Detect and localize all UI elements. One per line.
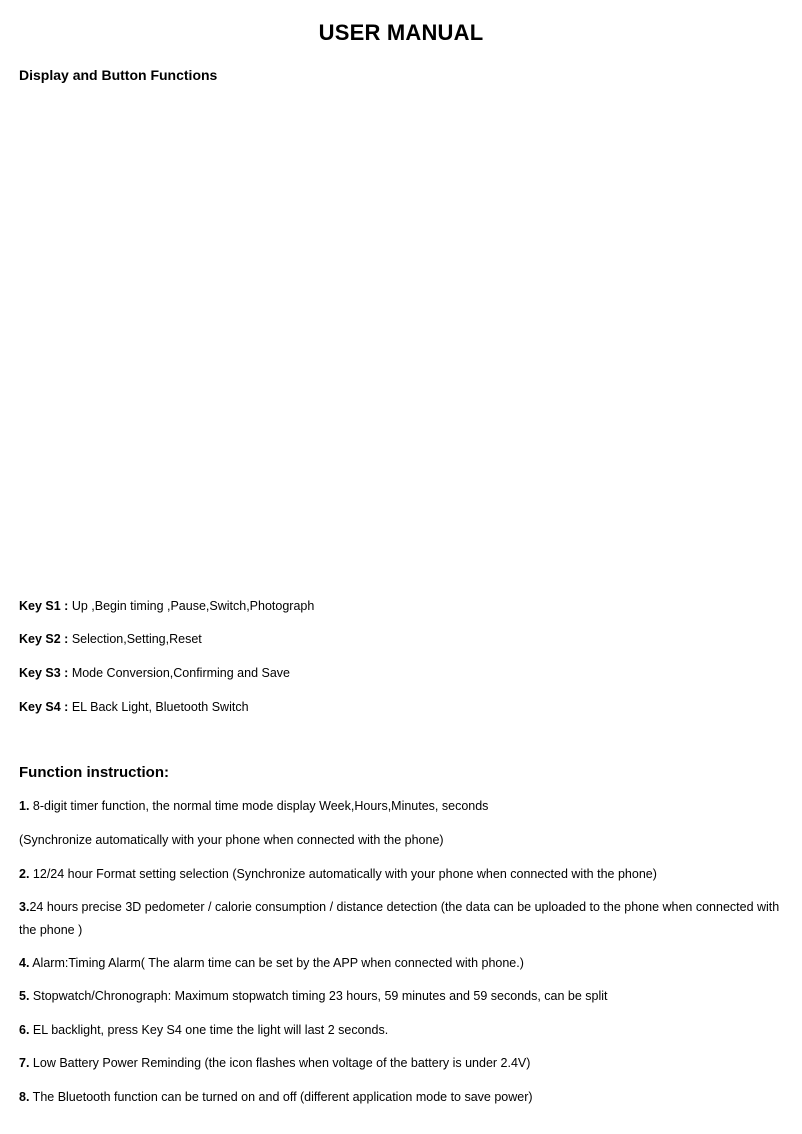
item-text: Stopwatch/Chronograph: Maximum stopwatch timing 23 hours, 59 minutes and 59 seconds, can be split [29, 989, 608, 1003]
key-description: EL Back Light, Bluetooth Switch [68, 700, 249, 714]
function-item-5 [19, 988, 608, 1004]
key-s3-line [19, 665, 290, 681]
item-text: (Synchronize automatically with your phone when connected with the phone) [19, 833, 444, 847]
function-item-4 [19, 955, 524, 971]
item-number: 2. [19, 867, 30, 881]
key-label: Key S1 : [19, 599, 69, 613]
function-item-2 [19, 866, 657, 882]
item-number: 6. [19, 1023, 30, 1037]
item-text: EL backlight, press Key S4 one time the light will last 2 seconds. [29, 1023, 389, 1037]
key-label: Key S2 : [19, 632, 69, 646]
item-number: 8. [19, 1090, 30, 1104]
function-item-7 [19, 1055, 530, 1071]
item-text: Low Battery Power Reminding (the icon flashes when voltage of the battery is under 2.4V) [29, 1056, 531, 1070]
function-section-heading: Function instruction: [19, 764, 169, 781]
key-description: Selection,Setting,Reset [68, 632, 202, 646]
key-description: Mode Conversion,Confirming and Save [68, 666, 290, 680]
key-s4-line [19, 699, 249, 715]
function-item-3 [19, 896, 787, 942]
key-label: Key S3 : [19, 666, 69, 680]
function-item-6 [19, 1022, 388, 1038]
item-text: The Bluetooth function can be turned on and off (different application mode to save power) [29, 1090, 533, 1104]
page-title: USER MANUAL [318, 20, 484, 45]
key-label: Key S4 : [19, 700, 69, 714]
key-description: Up ,Begin timing ,Pause,Switch,Photograph [68, 599, 315, 613]
display-figure-area [19, 95, 783, 585]
item-number: 7. [19, 1056, 30, 1070]
function-item-8 [19, 1089, 533, 1105]
function-item-1 [19, 798, 488, 814]
item-number: 4. [19, 956, 30, 970]
item-number: 5. [19, 989, 30, 1003]
item-text: 24 hours precise 3D pedometer / calorie consumption / distance detection (the data can be uploaded to the phone when connected with the phone ) [19, 900, 780, 937]
item-number: 1. [19, 799, 30, 813]
item-text: 12/24 hour Format setting selection (Synchronize automatically with your phone when connected with the phone) [29, 867, 657, 881]
item-number: 3. [19, 900, 30, 914]
display-section-heading: Display and Button Functions [19, 67, 218, 83]
key-s2-line [19, 631, 202, 647]
item-text: 8-digit timer function, the normal time mode display Week,Hours,Minutes, seconds [29, 799, 489, 813]
item-text: Alarm:Timing Alarm( The alarm time can be set by the APP when connected with phone.) [29, 956, 524, 970]
key-s1-line [19, 598, 314, 614]
function-item-1-continued [19, 832, 444, 848]
